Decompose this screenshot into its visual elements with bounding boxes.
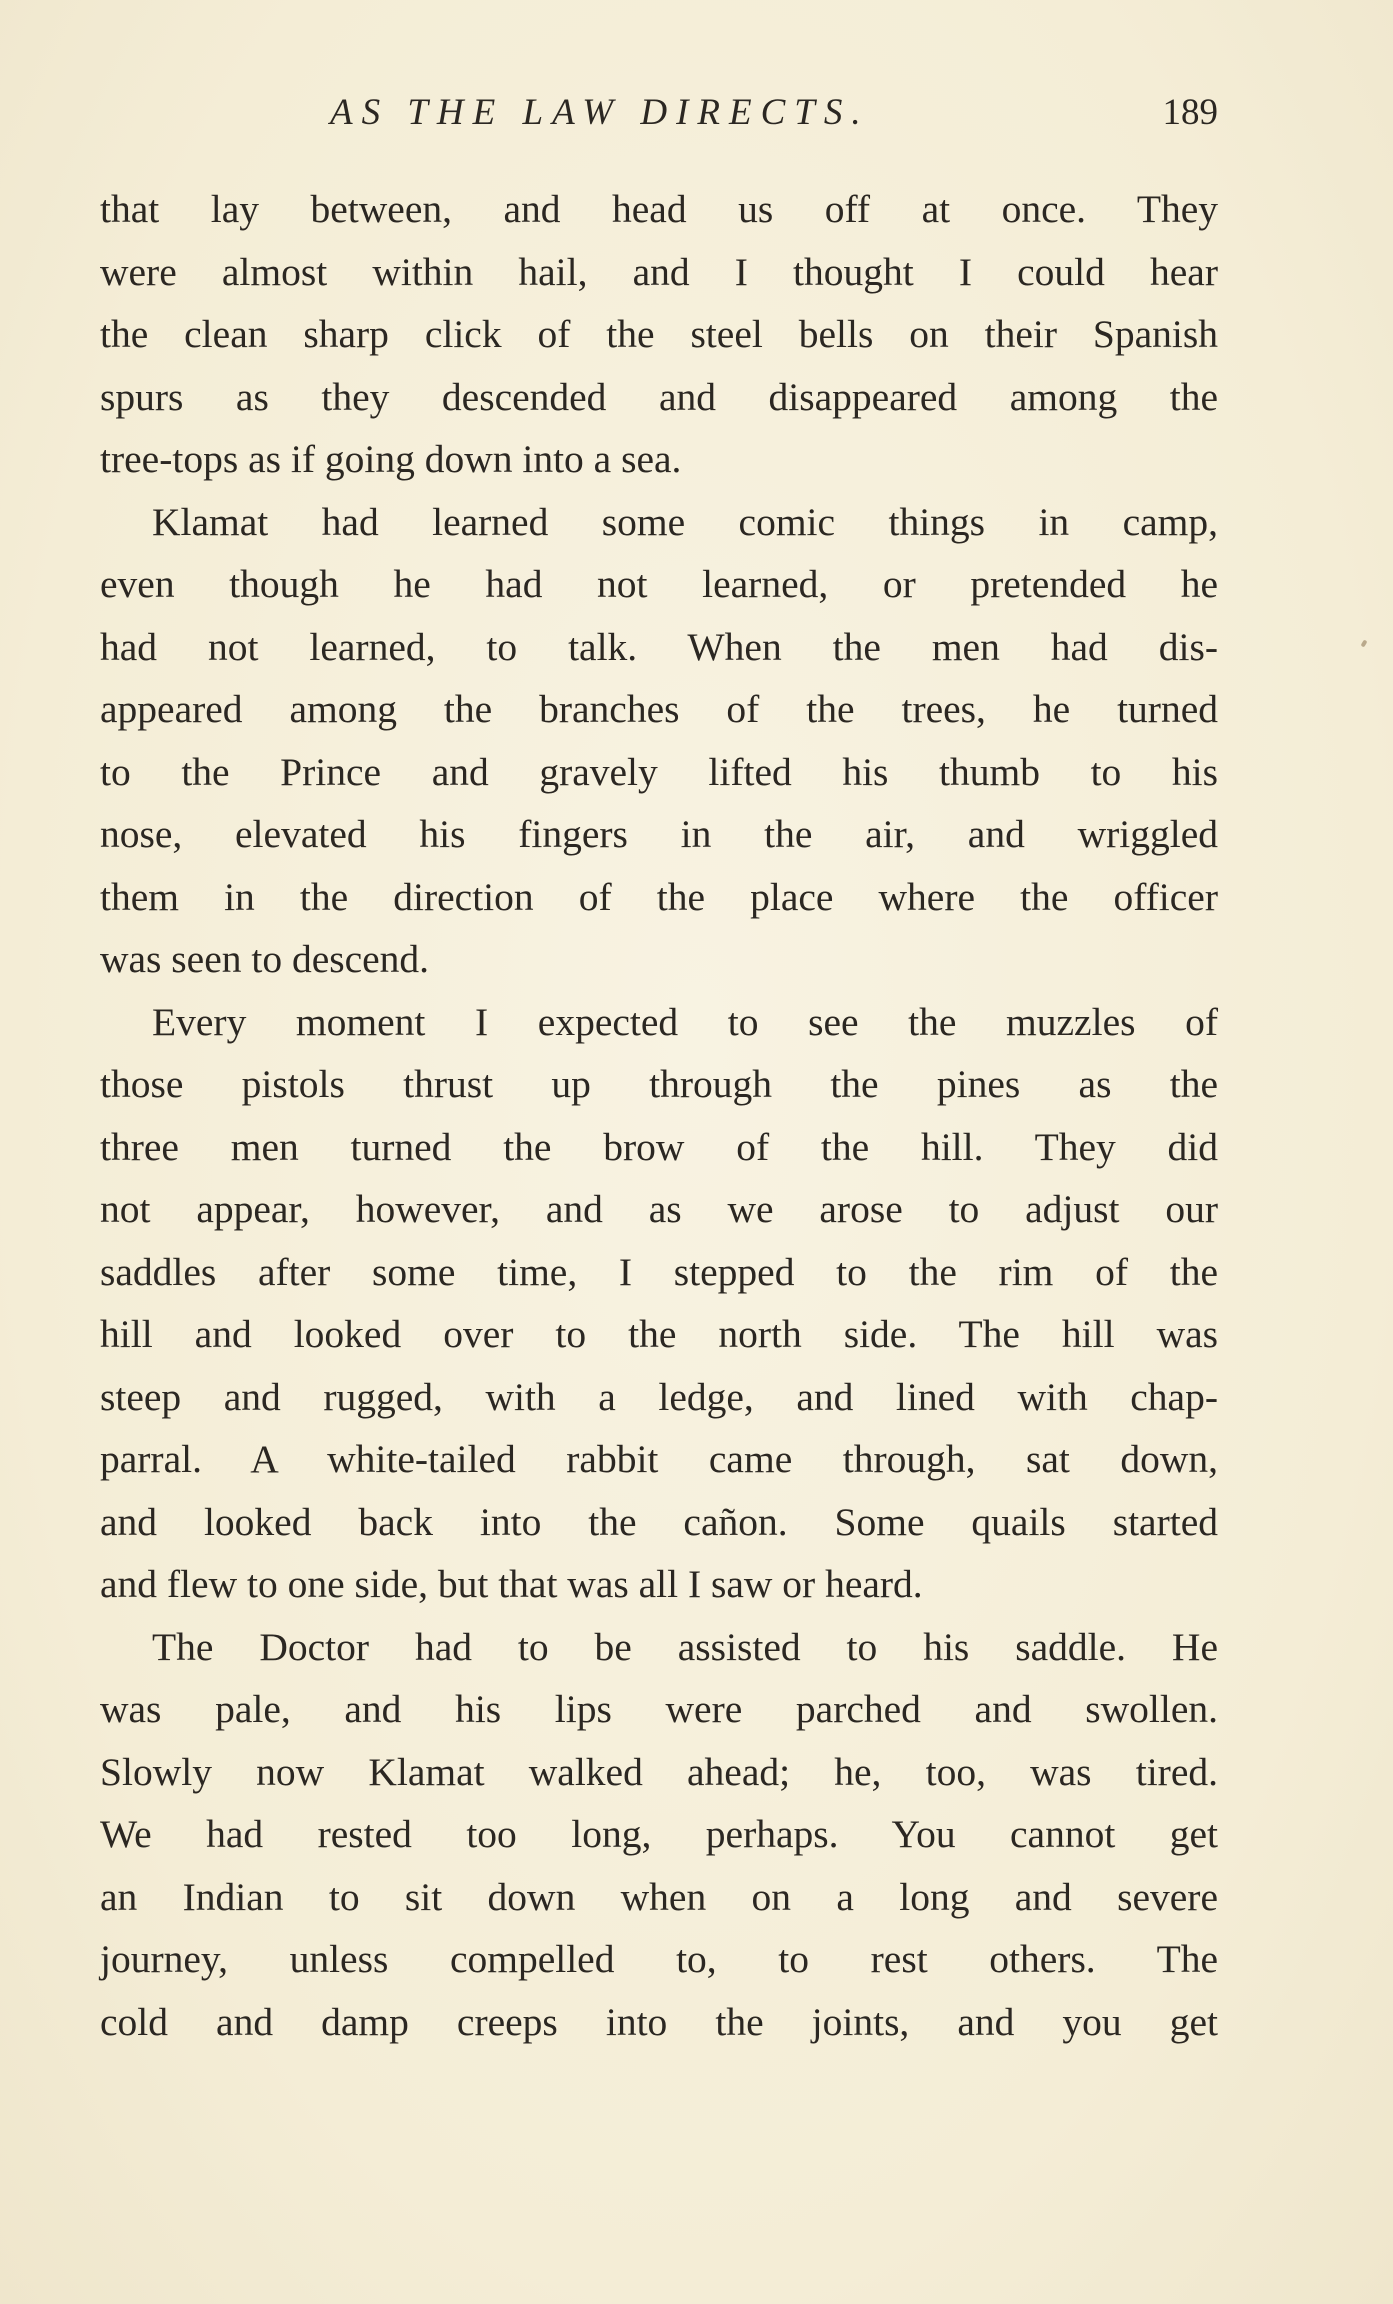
text-line: We had rested too long, perhaps. You cannot get xyxy=(100,1812,1218,1856)
text-line: and looked back into the cañon. Some quails started xyxy=(100,1499,1218,1544)
text-line: the clean sharp click of the steel bells on their Spanish xyxy=(100,312,1218,356)
text-line: three men turned the brow of the hill. They did xyxy=(100,1124,1218,1169)
running-title: AS THE LAW DIRECTS. xyxy=(330,92,870,133)
paragraph-first-line: Every moment I expected to see the muzzles of xyxy=(152,999,1218,1044)
text-line: was seen to descend. xyxy=(100,937,430,981)
text-line: to the Prince and gravely lifted his thumb to his xyxy=(100,749,1218,794)
paper-speck xyxy=(1361,639,1368,647)
text-line: and flew to one side, but that was all I saw or heard. xyxy=(100,1562,923,1606)
text-line: even though he had not learned, or pretended he xyxy=(100,562,1218,606)
text-line: were almost within hail, and I thought I could hear xyxy=(100,249,1218,294)
text-line: journey, unless compelled to, to rest others. The xyxy=(100,1937,1218,1981)
text-line: had not learned, to talk. When the men had dis- xyxy=(100,624,1218,669)
text-line: cold and damp creeps into the joints, and you get xyxy=(100,1999,1218,2044)
text-line: spurs as they descended and disappeared among the xyxy=(100,374,1218,419)
text-line: appeared among the branches of the trees, he turned xyxy=(100,687,1218,731)
text-line: tree-tops as if going down into a sea. xyxy=(100,437,682,481)
running-head xyxy=(100,88,1218,138)
text-line: nose, elevated his fingers in the air, and wriggled xyxy=(100,812,1218,856)
text-line: not appear, however, and as we arose to adjust our xyxy=(100,1187,1218,1231)
body-text xyxy=(100,178,1218,2053)
text-line: parral. A white-tailed rabbit came through, sat down, xyxy=(100,1437,1218,1481)
text-line: saddles after some time, I stepped to the rim of the xyxy=(100,1249,1218,1294)
text-line: an Indian to sit down when on a long and severe xyxy=(100,1874,1218,1919)
text-line: hill and looked over to the north side. The hill was xyxy=(100,1312,1218,1356)
text-line: them in the direction of the place where the officer xyxy=(100,874,1218,919)
text-line: was pale, and his lips were parched and swollen. xyxy=(100,1687,1218,1731)
paragraph-first-line: The Doctor had to be assisted to his saddle. He xyxy=(152,1624,1218,1669)
paragraph-first-line: Klamat had learned some comic things in camp, xyxy=(152,499,1218,544)
text-line: Slowly now Klamat walked ahead; he, too, was tired. xyxy=(100,1749,1218,1794)
text-line: those pistols thrust up through the pines as the xyxy=(100,1062,1218,1106)
text-line: that lay between, and head us off at once. They xyxy=(100,187,1218,231)
page-number: 189 xyxy=(1162,92,1218,133)
text-line: steep and rugged, with a ledge, and lined with chap- xyxy=(100,1374,1218,1419)
